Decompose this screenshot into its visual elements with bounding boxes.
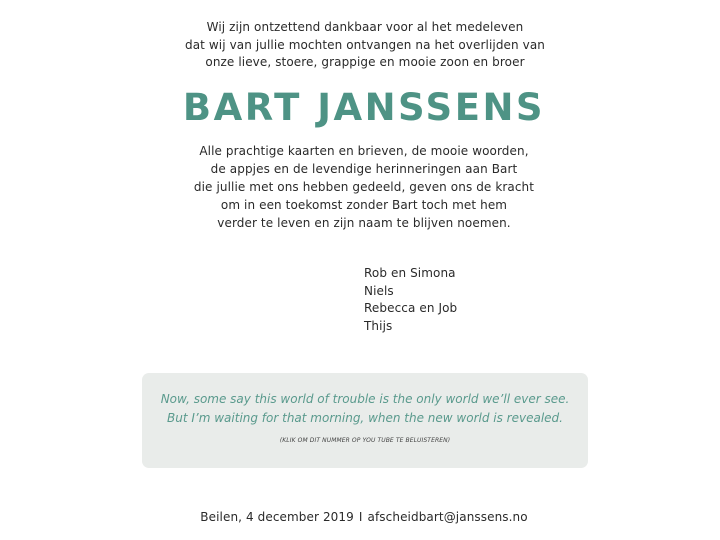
quote-line: But I’m waiting for that morning, when the new world is revealed. [167, 411, 563, 425]
song-quote-box [142, 373, 588, 468]
thank-you-text [0, 142, 720, 232]
body-line: om in een toekomst zonder Bart toch met hem [220, 198, 508, 212]
intro-text [0, 19, 720, 72]
family-member: Niels [364, 283, 394, 298]
body-line: die jullie met ons hebben gedeeld, geven ons de kracht [193, 180, 535, 194]
body-line: de appjes en de levendige herinneringen aan Bart [210, 162, 518, 176]
intro-line: Wij zijn ontzettend dankbaar voor al het medeleven [206, 20, 524, 34]
family-member: Rebecca en Job [364, 301, 458, 316]
body-line: Alle prachtige kaarten en brieven, de mooie woorden, [199, 144, 529, 158]
youtube-listen-link[interactable]: (KLIK OM DIT NUMMER OP YOU TUBE TE BELUISTEREN) [279, 437, 451, 444]
intro-line: dat wij van jullie mochten ontvangen na het overlijden van [185, 37, 545, 52]
family-signatures [364, 265, 457, 336]
family-member: Rob en Simona [364, 266, 456, 280]
footer [0, 510, 720, 524]
place-date: Beilen, 4 december 2019 [200, 510, 354, 524]
footer-separator: I [358, 510, 363, 524]
body-line: verder te leven en zijn naam te blijven noemen. [217, 216, 511, 230]
quote-line: Now, some say this world of trouble is the only world we’ll ever see. [160, 392, 570, 406]
email-link[interactable]: afscheidbart@janssens.no [367, 510, 528, 524]
intro-line: onze lieve, stoere, grappige en mooie zoon en broer [205, 55, 525, 69]
song-quote [142, 390, 588, 428]
deceased-name: BART JANSSENS [182, 86, 546, 129]
family-member: Thijs [364, 319, 393, 334]
